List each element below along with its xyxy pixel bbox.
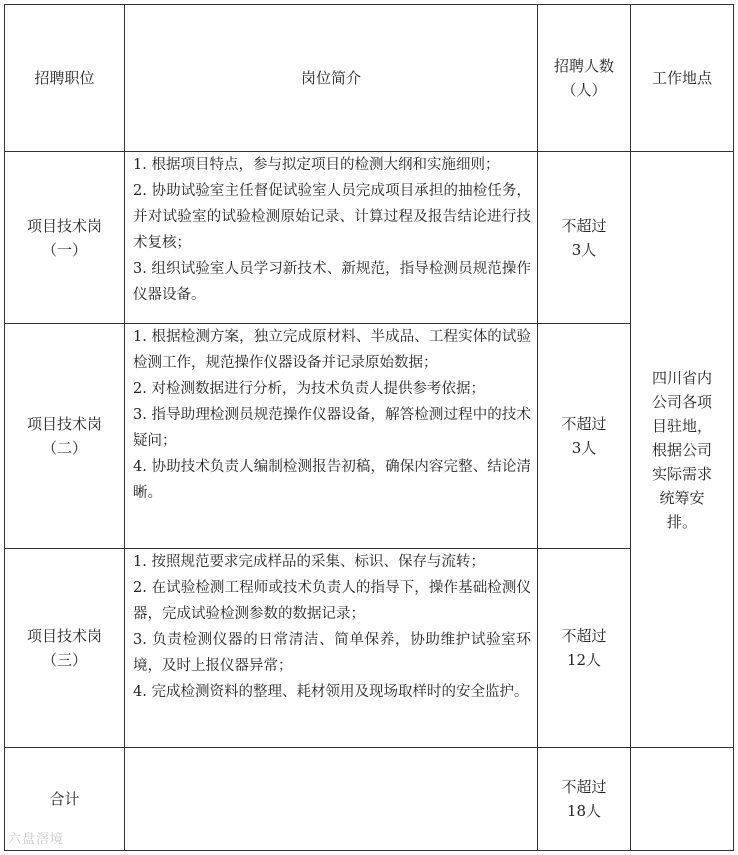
- header-location: 工作地点: [631, 5, 734, 152]
- duty-item: 3. 组织试验室人员学习新技术、新规范，指导检测员规范操作仪器设备。: [133, 261, 531, 303]
- location-line: 四川省内: [651, 368, 712, 387]
- headcount: [538, 152, 631, 324]
- header-count-line2: （人）: [561, 81, 607, 99]
- total-headcount-line1: 不超过: [561, 778, 607, 796]
- headcount-line2: 3人: [571, 439, 597, 457]
- duty-item: 3. 负责检测仪器的日常清洁、简单保养，协助维护试验室环境，及时上报仪器异常；: [133, 632, 531, 674]
- location-line: 实际需求: [651, 464, 712, 483]
- header-position: 招聘职位: [5, 5, 125, 152]
- position-description: [125, 152, 538, 324]
- headcount-line2: 3人: [571, 240, 597, 259]
- position-title-line2: （三）: [41, 651, 87, 669]
- table-row: [5, 549, 734, 748]
- total-description-empty: [125, 748, 538, 851]
- duty-item: 2. 在试验检测工程师或技术负责人的指导下，操作基础检测仪器，完成试验检测参数的数据记录；: [133, 580, 531, 622]
- position-title-line1: 项目技术岗: [26, 216, 102, 235]
- total-location-empty: [631, 748, 734, 851]
- position-title: [5, 152, 125, 324]
- location-line: 根据公司: [651, 440, 712, 459]
- table-row: [5, 324, 734, 549]
- work-location: [631, 152, 734, 748]
- total-label: 合计: [5, 748, 125, 851]
- position-title-line1: 项目技术岗: [26, 415, 102, 433]
- location-line: 目驻地，: [651, 416, 712, 435]
- position-description: [125, 324, 538, 549]
- position-title-line2: （二）: [41, 439, 87, 457]
- headcount-line1: 不超过: [561, 415, 607, 433]
- duty-item: 1. 根据检测方案，独立完成原材料、半成品、工程实体的试验检测工作，规范操作仪器设备并记录原始数据；: [133, 329, 531, 371]
- duty-item: 4. 完成检测资料的整理、耗材领用及现场取样时的安全监护。: [133, 684, 529, 700]
- recruitment-table: [4, 4, 734, 851]
- headcount-line2: 12人: [566, 651, 602, 669]
- table-row: [5, 152, 734, 324]
- header-count-line1: 招聘人数: [553, 57, 614, 75]
- location-line: 排。: [666, 512, 697, 531]
- headcount-line1: 不超过: [561, 216, 607, 235]
- headcount: [538, 549, 631, 748]
- total-headcount-line2: 18人: [566, 802, 602, 820]
- header-count: [538, 5, 631, 152]
- position-title-line2: （一）: [41, 240, 87, 259]
- duty-item: 4. 协助技术负责人编制检测报告初稿，确保内容完整、结论清晰。: [133, 459, 531, 501]
- position-title: [5, 549, 125, 748]
- headcount-line1: 不超过: [561, 627, 607, 645]
- location-line: 公司各项: [651, 392, 712, 411]
- position-title: [5, 324, 125, 549]
- position-description: [125, 549, 538, 748]
- duty-item: 1. 按照规范要求完成样品的采集、标识、保存与流转；: [133, 554, 485, 570]
- header-description: 岗位简介: [125, 5, 538, 152]
- duty-item: 2. 对检测数据进行分析，为技术负责人提供参考依据；: [133, 381, 485, 397]
- position-title-line1: 项目技术岗: [26, 627, 102, 645]
- watermark: 六盘滘境: [8, 832, 65, 847]
- headcount: [538, 324, 631, 549]
- location-line: 统筹安: [659, 488, 705, 507]
- duty-item: 2. 协助试验室主任督促试验室人员完成项目承担的抽检任务，并对试验室的试验检测原始记录、计算过程及报告结论进行技术复核；: [133, 183, 531, 251]
- header-row: [5, 5, 734, 152]
- duty-item: 1. 根据项目特点，参与拟定项目的检测大纲和实施细则；: [133, 157, 500, 173]
- total-row: [5, 748, 734, 851]
- duty-item: 3. 指导助理检测员规范操作仪器设备，解答检测过程中的技术疑问；: [133, 407, 531, 449]
- total-headcount: [538, 748, 631, 851]
